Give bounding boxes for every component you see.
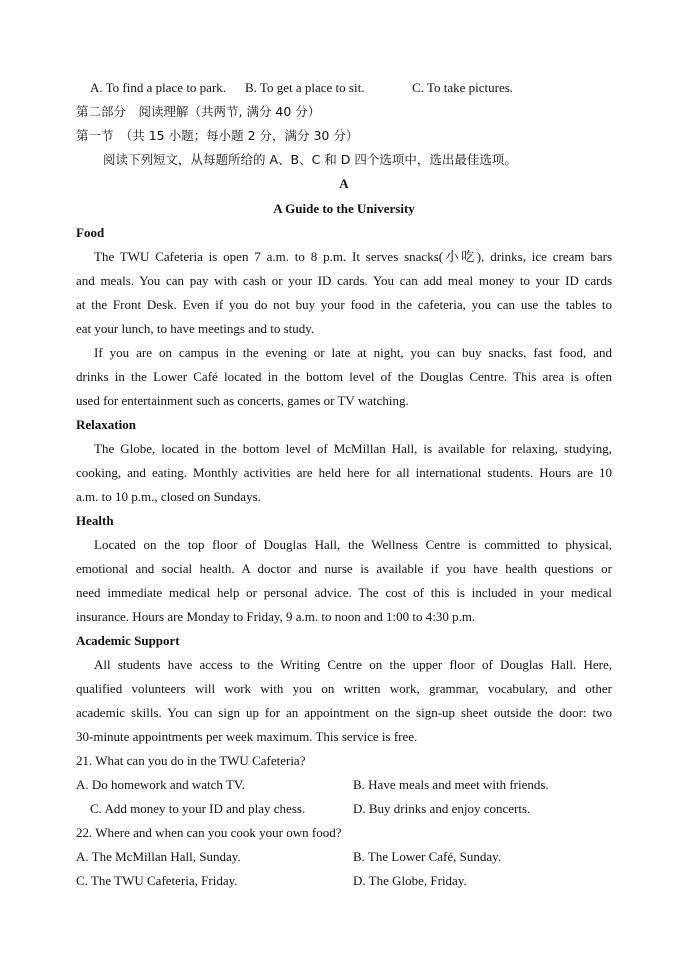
paragraph-line: need immediate medical help or personal advice. The cost of this is included in your medical (76, 585, 612, 600)
paragraph-line: qualified volunteers will work with you on written work, grammar, vocabulary, and other (76, 681, 612, 696)
paragraph-line: used for entertainment such as concerts, games or TV watching. (76, 393, 409, 408)
question-option: A. The McMillan Hall, Sunday. (76, 849, 241, 864)
paragraph-line: drinks in the Lower Café located in the bottom level of the Douglas Centre. This area is often (76, 369, 612, 384)
paragraph-line: The Globe, located in the bottom level of McMillan Hall, is available for relaxing, studying, (94, 441, 612, 456)
part2-title: 第二部分 阅读理解（共两节, 满分 40 分） (76, 104, 321, 119)
question-stem: 21. What can you do in the TWU Cafeteria? (76, 753, 306, 768)
section-heading-food: Food (76, 225, 105, 240)
paragraph-line: 30-minute appointments per week maximum. This service is free. (76, 729, 418, 744)
question-option: A. Do homework and watch TV. (76, 777, 245, 792)
paragraph-line: and meals. You can pay with cash or your ID cards. You can add meal money to your ID cards (76, 273, 612, 288)
question-option: D. The Globe, Friday. (353, 873, 467, 888)
prev-option-b: B. To get a place to sit. (245, 80, 365, 95)
passage-letter: A (339, 176, 349, 191)
instructions: 阅读下列短文，从每题所给的 A、B、C 和 D 四个选项中，选出最佳选项。 (103, 152, 517, 167)
paragraph-line: Located on the top floor of Douglas Hall, the Wellness Centre is committed to physical, (94, 537, 612, 552)
section1-title: 第一节 （共 15 小题；每小题 2 分，满分 30 分） (76, 128, 359, 143)
paragraph-line: insurance. Hours are Monday to Friday, 9 a.m. to noon and 1:00 to 4:30 p.m. (76, 609, 476, 624)
paragraph-line: a.m. to 10 p.m., closed on Sundays. (76, 489, 261, 504)
prev-option-a: A. To find a place to park. (90, 80, 227, 95)
question-option: B. Have meals and meet with friends. (353, 777, 549, 792)
paragraph-line: emotional and social health. A doctor and nurse is available if you have health questions or (76, 561, 612, 576)
paragraph-line: All students have access to the Writing Centre on the upper floor of Douglas Hall. Here, (94, 657, 612, 672)
question-option: B. The Lower Café, Sunday. (353, 849, 502, 864)
passage-title: A Guide to the University (273, 201, 415, 216)
prev-option-c: C. To take pictures. (412, 80, 514, 95)
paragraph-line: If you are on campus in the evening or late at night, you can buy snacks, fast food, and (94, 345, 612, 360)
question-option: C. Add money to your ID and play chess. (90, 801, 306, 816)
paragraph-line: cooking, and eating. Monthly activities are held here for all international students. Hours are 10 (76, 465, 612, 480)
question-option: C. The TWU Cafeteria, Friday. (76, 873, 238, 888)
paragraph-line: academic skills. You can sign up for an appointment on the sign-up sheet outside the door: two (76, 705, 612, 720)
question-stem: 22. Where and when can you cook your own food? (76, 825, 342, 840)
section-heading-relaxation: Relaxation (76, 417, 136, 432)
section-heading-academic-support: Academic Support (76, 633, 180, 648)
paragraph-line: eat your lunch, to have meetings and to study. (76, 321, 315, 336)
paragraph-line: at the Front Desk. Even if you do not buy your food in the cafeteria, you can use the tables to (76, 297, 612, 312)
paragraph-line: The TWU Cafeteria is open 7 a.m. to 8 p.m. It serves snacks(小吃), drinks, ice cream bars (94, 249, 612, 264)
question-option: D. Buy drinks and enjoy concerts. (353, 801, 531, 816)
section-heading-health: Health (76, 513, 114, 528)
